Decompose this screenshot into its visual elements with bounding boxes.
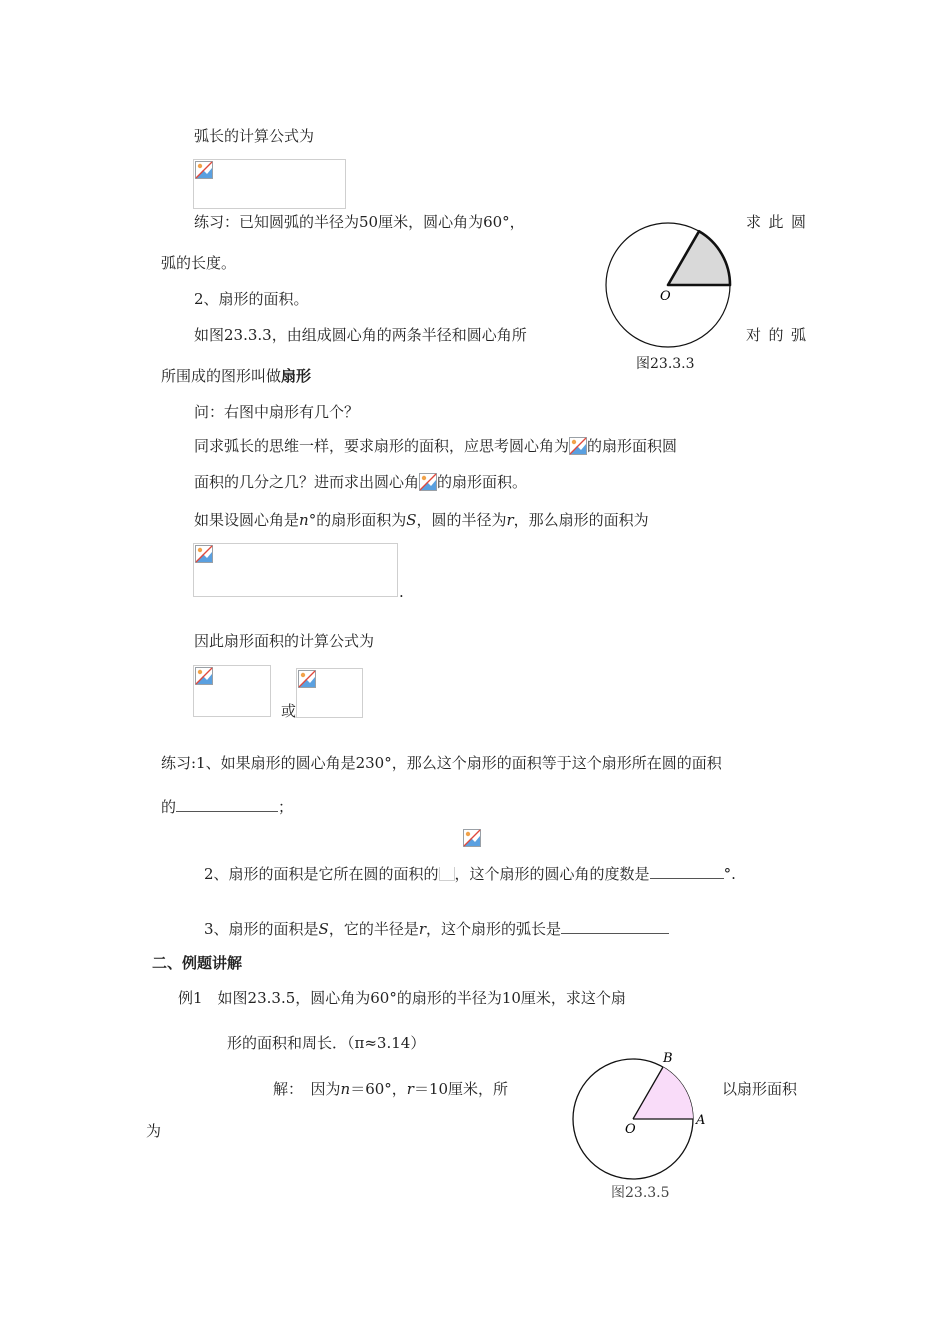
broken-image-icon xyxy=(195,545,213,563)
arc-formula-label: 弧长的计算公式为 xyxy=(194,127,315,145)
solution-line: 解： 因为n＝60°，r＝10厘米，所 xyxy=(273,1080,509,1098)
term-sector: 扇形 xyxy=(281,367,312,385)
figure-caption-2: 图23.3.5 xyxy=(611,1185,670,1201)
exercise1-line2: 的 ； xyxy=(161,798,294,816)
exercise3-line: 3、扇形的面积是S，它的半径是r，这个扇形的弧长是 xyxy=(204,919,669,937)
example1-line1: 例1 如图23.3.5，圆心角为60°的扇形的半径为10厘米，求这个扇 xyxy=(178,989,626,1007)
practice1-line2: 弧的长度。 xyxy=(161,254,237,272)
examples-heading: 二、例题讲解 xyxy=(152,954,243,972)
broken-image-icon xyxy=(195,667,213,685)
solution-tail: 以扇形面积 xyxy=(722,1080,798,1098)
figure-23-3-5 xyxy=(566,1046,716,1184)
broken-image-icon xyxy=(569,437,587,455)
question: 问：右图中扇形有几个？ xyxy=(194,403,360,421)
period: . xyxy=(399,583,404,601)
practice1-line1-tail: 求 此 圆 xyxy=(746,213,806,231)
definition-line1-tail: 对 的 弧 xyxy=(746,326,806,344)
reasoning-line1: 同求弧长的思维一样，要求扇形的面积，应思考圆心角为 的扇形面积圆 xyxy=(194,437,678,455)
area-formula-label: 因此扇形面积的计算公式为 xyxy=(194,632,375,650)
point-label-b: B xyxy=(663,1051,673,1066)
answer-blank[interactable] xyxy=(650,864,724,879)
exercise2-line: 2、扇形的面积是它所在圆的面积的 ，这个扇形的圆心角的度数是 °. xyxy=(204,865,736,883)
definition-line1: 如图23.3.3，由组成圆心角的两条半径和圆心角所 xyxy=(194,326,527,344)
fraction-image xyxy=(439,867,455,881)
figure-23-3-3 xyxy=(600,220,740,350)
sector-area-derivation-image xyxy=(193,543,398,597)
figure-caption: 图23.3.3 xyxy=(636,356,695,372)
point-label-a: A xyxy=(696,1113,706,1128)
answer-blank[interactable] xyxy=(176,797,278,812)
solution-line2: 为 xyxy=(146,1122,162,1140)
or-text: 或 xyxy=(281,702,297,720)
practice1-line1: 练习：已知圆弧的半径为50厘米，圆心角为60°， xyxy=(194,213,525,231)
broken-image-icon xyxy=(195,161,213,179)
reasoning-line2: 面积的几分之几？进而求出圆心角 的扇形面积。 xyxy=(194,473,528,491)
center-label-o: O xyxy=(625,1122,636,1137)
arc-formula-image xyxy=(193,159,346,209)
area-formula-image-2 xyxy=(296,668,363,718)
area-formula-image-1 xyxy=(193,665,271,717)
broken-image-icon xyxy=(463,829,481,847)
broken-image-icon xyxy=(298,670,316,688)
exercise1-line1: 练习:1、如果扇形的圆心角是230°，那么这个扇形的面积等于这个扇形所在圆的面积 xyxy=(161,754,722,772)
assume-line: 如果设圆心角是n°的扇形面积为S，圆的半径为r，那么扇形的面积为 xyxy=(194,511,649,529)
example1-line2: 形的面积和周长．（π≈3.14） xyxy=(227,1034,426,1052)
answer-blank[interactable] xyxy=(561,919,669,934)
definition-line2: 所围成的图形叫做扇形 xyxy=(161,367,312,385)
section-heading: 2、扇形的面积。 xyxy=(194,290,309,308)
broken-image-icon xyxy=(419,473,437,491)
center-label-o: O xyxy=(660,289,671,304)
